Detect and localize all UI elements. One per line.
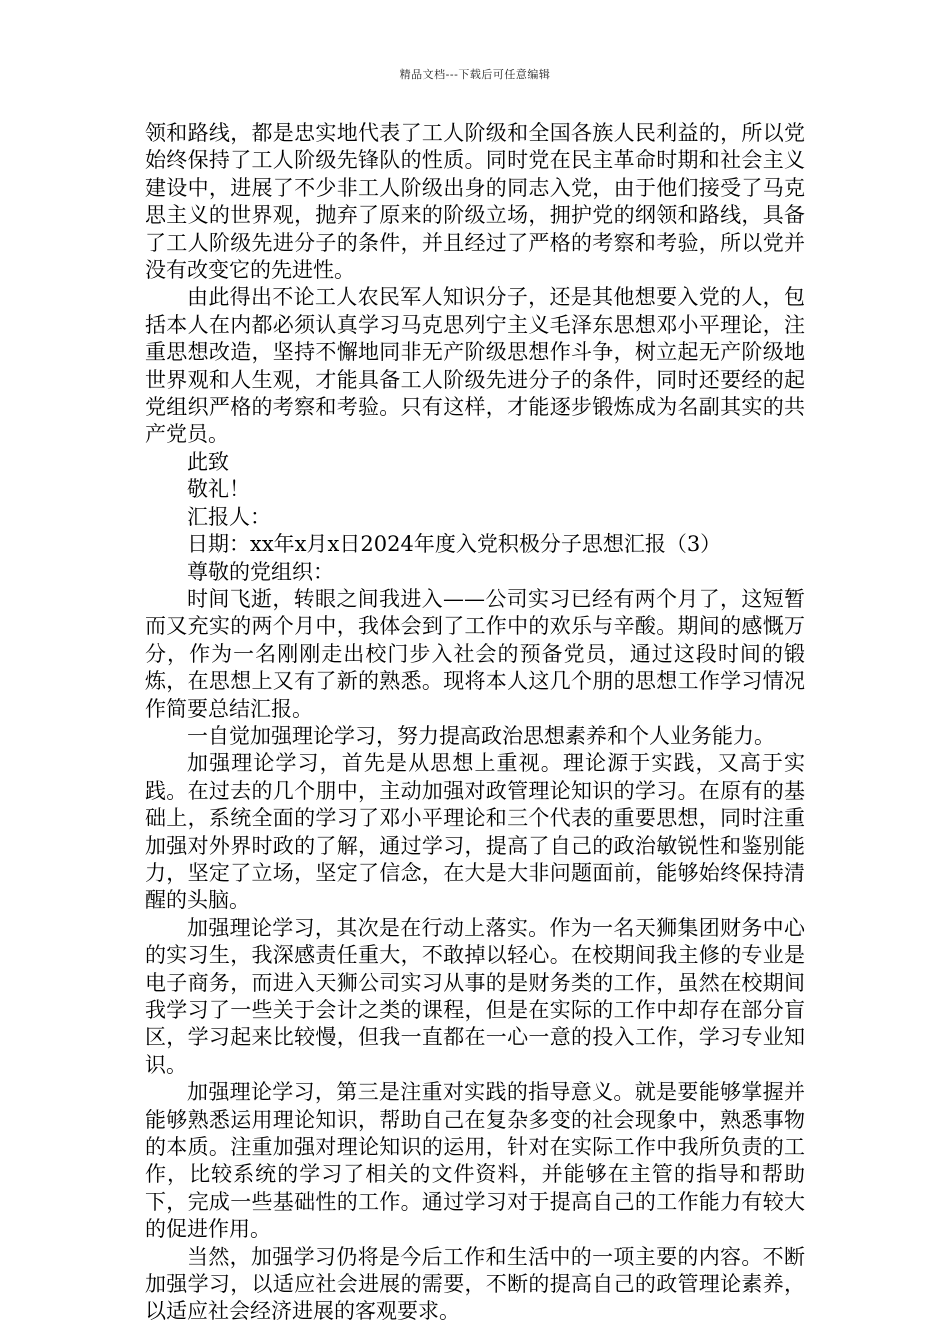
paragraph: 当然，加强学习仍将是今后工作和生活中的一项主要的内容。不断加强学习，以适应社会进展的需要，不断的提高自己的政管理论素养，以适应社会经济进展的客观要求。 [145,1244,805,1324]
greeting-line: 尊敬的党组织： [187,559,334,584]
page-header: 精品文档---下载后可任意编辑 [399,68,551,81]
paragraph: 加强理论学习，其次是在行动上落实。作为一名天狮集团财务中心的实习生，我深感责任重大，不敢掉以轻心。在校期间我主修的专业是电子商务，而进入天狮公司实习从事的是财务类的工作，虽然在校期间我学习了一些关于会计之类的课程，但是在实际的工作中却存在部分盲区，学习起来比较慢，但我一直都在一心一意的投入工作，学习专业知识。 [145,915,805,1077]
closing-regards: 敬礼！ [187,477,250,502]
closing-salutation: 此致 [187,449,229,474]
date-title-line: 日期：xx年x月x日2024年度入党积极分子思想汇报（3） [187,532,722,557]
reporter-line: 汇报人： [187,504,271,529]
paragraph: 时间飞逝，转眼之间我进入——公司实习已经有两个月了，这短暂而又充实的两个月中，我体会到了工作中的欢乐与辛酸。期间的感慨万分，作为一名刚刚走出校门步入社会的预备党员，通过这段时间的锻炼，在思想上又有了新的熟悉。现将本人这几个朋的思想工作学习情况作简要总结汇报。 [145,586,805,721]
paragraph: 加强理论学习，第三是注重对实践的指导意义。就是要能够掌握并能够熟悉运用理论知识，帮助自己在复杂多变的社会现象中，熟悉事物的本质。注重加强对理论知识的运用，针对在实际工作中我所负责的工作，比较系统的学习了相关的文件资料，并能够在主管的指导和帮助下，完成一些基础性的工作。通过学习对于提高自己的工作能力有较大的促进作用。 [145,1080,805,1242]
paragraph-continuation: 领和路线，都是忠实地代表了工人阶级和全国各族人民利益的，所以党始终保持了工人阶级先锋队的性质。同时党在民主革命时期和社会主义建设中，进展了不少非工人阶级出身的同志入党，由于他们接受了马克思主义的世界观，抛弃了原来的阶级立场，拥护党的纲领和路线，具备了工人阶级先进分子的条件，并且经过了严格的考察和考验，所以党并没有改变它的先进性。 [145,121,805,283]
paragraph: 加强理论学习，首先是从思想上重视。理论源于实践，又高于实践。在过去的几个朋中，主动加强对政管理论知识的学习。在原有的基础上，系统全面的学习了邓小平理论和三个代表的重要思想，同时注重加强对外界时政的了解，通过学习，提高了自己的政治敏锐性和鉴别能力，坚定了立场，坚定了信念，在大是大非问题面前，能够始终保持清醒的头脑。 [145,751,805,913]
paragraph: 由此得出不论工人农民军人知识分子，还是其他想要入党的人，包括本人在内都必须认真学习马克思列宁主义毛泽东思想邓小平理论，注重思想改造，坚持不懈地同非无产阶级思想作斗争，树立起无产阶级地世界观和人生观，才能具备工人阶级先进分子的条件，同时还要经的起党组织严格的考察和考验。只有这样，才能逐步锻炼成为名副其实的共产党员。 [145,285,805,447]
document-body [145,120,805,1326]
section-heading: 一自觉加强理论学习，努力提高政治思想素养和个人业务能力。 [187,723,775,748]
